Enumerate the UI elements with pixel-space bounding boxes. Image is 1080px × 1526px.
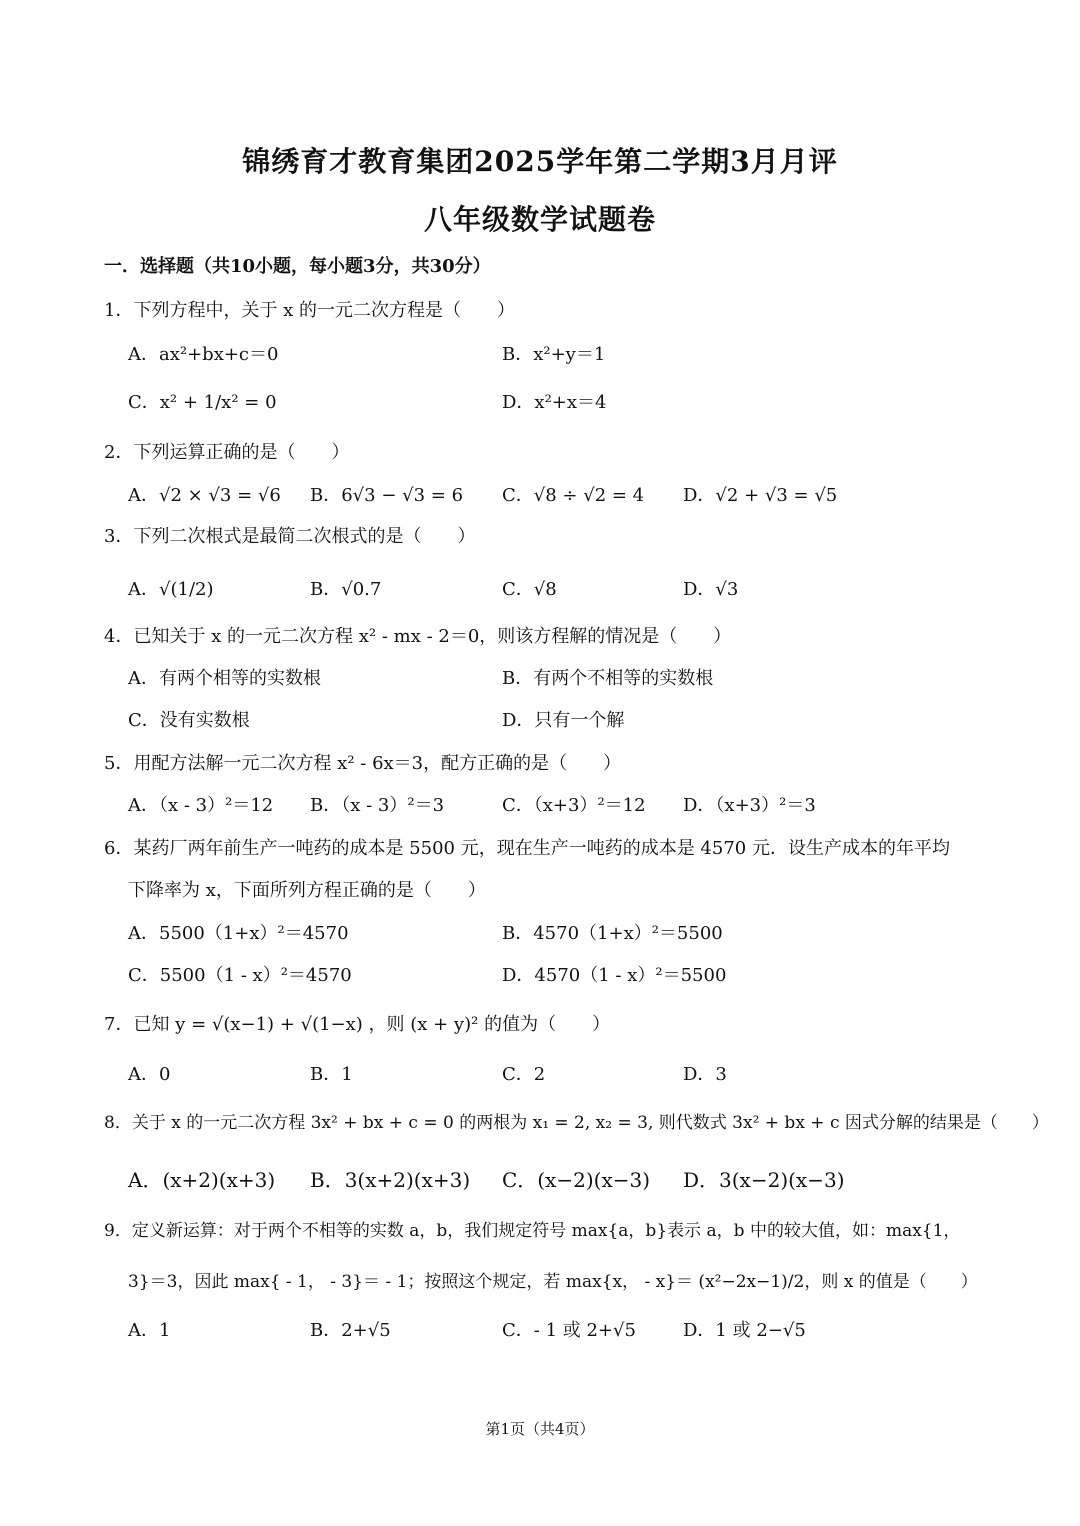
q4-option-d: D．只有一个解 (502, 710, 625, 731)
q7-option-d: D．3 (683, 1064, 727, 1085)
exam-subtitle: 八年级数学试题卷 (423, 203, 656, 236)
q6-option-b: B．4570（1+x）²＝5500 (502, 923, 723, 944)
question-5-stem: 5．用配方法解一元二次方程 x² - 6x＝3，配方正确的是（ ） (104, 753, 622, 774)
q6-option-a: A．5500（1+x）²＝4570 (128, 923, 349, 944)
q4-option-c: C．没有实数根 (128, 710, 250, 731)
q2-option-d: D．√2 + √3 = √5 (683, 485, 838, 506)
q5-option-b: B．（x - 3）²＝3 (310, 795, 445, 816)
question-9-stem-cont: 3}＝3，因此 max{ - 1， - 3}＝ - 1；按照这个规定，若 max{x， - x}＝ (x²−2x−1)/2，则 x 的值是（ ） (128, 1272, 978, 1292)
q9-option-c: C．- 1 或 2+√5 (502, 1320, 636, 1341)
q5-option-d: D．（x+3）²＝3 (683, 795, 816, 816)
q9-option-a: A．1 (128, 1320, 171, 1341)
q5-option-a: A．（x - 3）²＝12 (128, 795, 274, 816)
q9-option-b: B．2+√5 (310, 1320, 391, 1341)
q1-option-a: A．ax²+bx+c＝0 (128, 344, 279, 365)
q2-option-a: A．√2 × √3 = √6 (128, 485, 281, 506)
q3-option-c: C．√8 (502, 579, 557, 600)
q7-option-a: A．0 (128, 1064, 171, 1085)
q7-option-c: C．2 (502, 1064, 546, 1085)
q8-option-c: C．(x−2)(x−3) (502, 1168, 651, 1192)
q6-option-d: D．4570（1 - x）²＝5500 (502, 965, 727, 986)
question-3-stem: 3．下列二次根式是最简二次根式的是（ ） (104, 526, 476, 547)
q8-option-b: B．3(x+2)(x+3) (310, 1168, 471, 1192)
page-footer: 第1页（共4页） (485, 1420, 595, 1438)
q4-option-b: B．有两个不相等的实数根 (502, 668, 714, 689)
q1-option-d: D．x²+x＝4 (502, 392, 607, 413)
section-heading: 一．选择题（共10小题，每小题3分，共30分） (104, 256, 491, 277)
question-2-stem: 2．下列运算正确的是（ ） (104, 442, 350, 463)
exam-title: 锦绣育才教育集团2025学年第二学期3月月评 (242, 145, 838, 178)
question-6-stem: 6．某药厂两年前生产一吨药的成本是 5500 元，现在生产一吨药的成本是 4570 元．设生产成本的年平均 (104, 838, 950, 859)
question-6-stem-cont: 下降率为 x，下面所列方程正确的是（ ） (128, 880, 486, 901)
question-4-stem: 4．已知关于 x 的一元二次方程 x² - mx - 2＝0，则该方程解的情况是（ ） (104, 626, 732, 647)
q1-option-c: C．x² + 1/x² = 0 (128, 392, 277, 413)
q7-option-b: B．1 (310, 1064, 353, 1085)
question-7-stem: 7．已知 y = √(x−1) + √(1−x) ，则 (x + y)² 的值为（ ） (104, 1014, 611, 1035)
question-1-stem: 1．下列方程中，关于 x 的一元二次方程是（ ） (104, 300, 516, 321)
q3-option-d: D．√3 (683, 579, 739, 600)
question-9-stem: 9．定义新运算：对于两个不相等的实数 a，b，我们规定符号 max{a，b}表示 a，b 中的较大值，如：max{1， (104, 1221, 961, 1241)
question-8-stem: 8．关于 x 的一元二次方程 3x² + bx + c = 0 的两根为 x₁ = 2, x₂ = 3, 则代数式 3x² + bx + c 因式分解的结果是（ ） (104, 1113, 1049, 1133)
q3-option-a: A．√(1/2) (128, 579, 214, 600)
q8-option-a: A．(x+2)(x+3) (128, 1168, 276, 1192)
q4-option-a: A．有两个相等的实数根 (128, 668, 321, 689)
q8-option-d: D．3(x−2)(x−3) (683, 1168, 845, 1192)
q9-option-d: D．1 或 2−√5 (683, 1320, 806, 1341)
q3-option-b: B．√0.7 (310, 579, 382, 600)
q1-option-b: B．x²+y＝1 (502, 344, 606, 365)
q6-option-c: C．5500（1 - x）²＝4570 (128, 965, 352, 986)
q5-option-c: C．（x+3）²＝12 (502, 795, 646, 816)
q2-option-b: B．6√3 − √3 = 6 (310, 485, 464, 506)
q2-option-c: C．√8 ÷ √2 = 4 (502, 485, 645, 506)
